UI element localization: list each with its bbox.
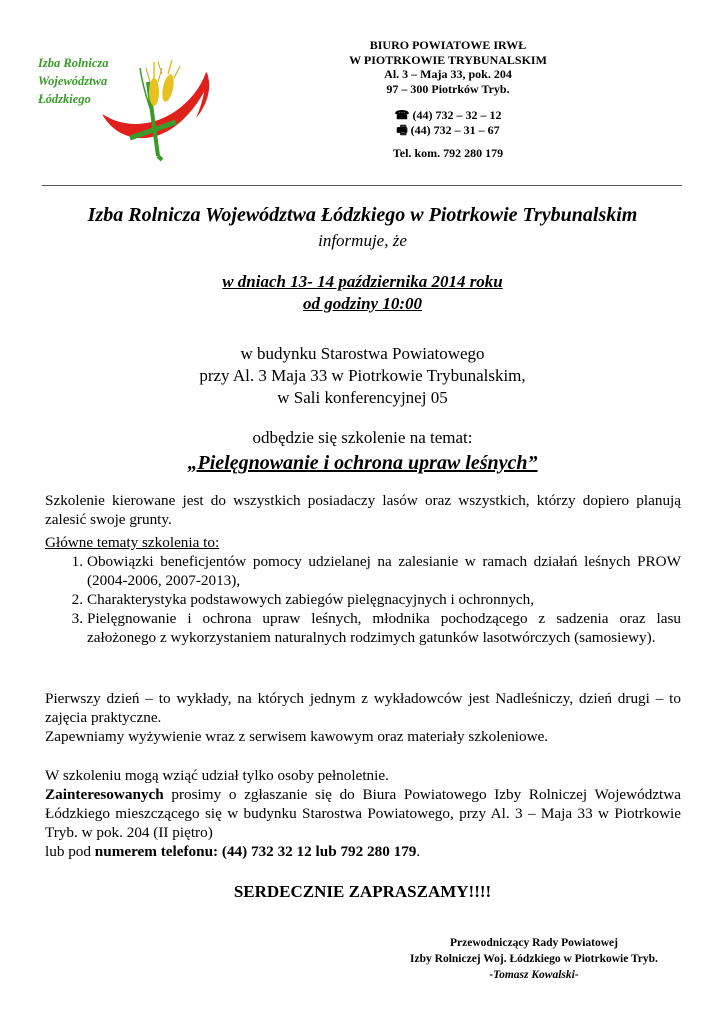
office-header [316,38,580,161]
list-item: 1. Obowiązki beneficjentów pomocy udzielanej na zalesianie w ramach działań leśnych PROW (2004-2006, 2007-2013), [71,553,681,589]
place-line-1: w budynku Starostwa Powiatowego [240,344,485,363]
logo-emblem-icon [100,52,215,162]
logo-line-2: Województwa [38,74,108,88]
program-line-1: Pierwszy dzień – to wykłady, na których jednym z wykładowców jest Nadleśniczy, dzień drugi – to zajęcia praktyczne. [45,690,681,726]
page-title: Izba Rolnicza Województwa Łódzkiego w Piotrkowie Trybunalskim [87,204,638,226]
signature-organization: Izby Rolniczej Woj. Łódzkiego w Piotrkowie Tryb. [410,953,658,965]
topics-header: Główne tematy szkolenia to: [45,534,220,551]
training-topic: „Pielęgnowanie i ochrona upraw leśnych” [187,452,538,474]
registration-paragraph [45,766,681,861]
program-paragraph [45,689,681,746]
invitation: SERDECZNIE ZAPRASZAMY!!!! [233,882,492,901]
eligibility-line: W szkoleniu mogą wziąć udział tylko osoby pełnoletnie. [45,767,389,784]
signature-title: Przewodniczący Rady Powiatowej [450,937,618,949]
signature-block [384,935,684,983]
registration-text: Zainteresowanych prosimy o zgłaszanie się do Biura Powiatowego Izby Rolniczej Województwa Łódzkiego mieszczącego się w budynku Starostwa Powiatowego, przy Al. 3 – Maja 33 w Piotrkowie Tryb. w pok. 204 (II piętro) [45,786,681,841]
phone-line: lub pod numerem telefonu: (44) 732 32 12 lub 792 280 179. [45,843,421,860]
list-item: 3. Pielęgnowanie i ochrona upraw leśnych, młodnika pochodzącego z sadzenia oraz lasu założonego z wykorzystaniem naturalnych rodzimych gatunków lasotwórczych (samosiewy). [71,610,681,646]
intro-paragraph: Szkolenie kierowane jest do wszystkich posiadaczy lasów oraz wszystkich, którzy dopiero planują zalesić swoje grunty. [45,492,681,528]
header-mobile: Tel. kom. 792 280 179 [392,146,504,160]
topics-list [45,533,681,647]
fax-icon: 🖷 [396,122,411,137]
time-line: od godziny 10:00 [303,294,422,313]
header-fax: 🖷 (44) 732 – 31 – 67 [396,122,500,137]
event-place [0,343,725,409]
place-line-3: w Sali konferencyjnej 05 [277,388,448,407]
header-divider [42,185,682,186]
list-item: 2. Charakterystyka podstawowych zabiegów pielęgnacyjnych i ochronnych, [71,591,535,608]
logo-line-1: Izba Rolnicza [38,56,109,70]
topic-intro: odbędzie się szkolenie na temat: [252,428,473,447]
subtitle: informuje, że [318,231,407,250]
program-line-2: Zapewniamy wyżywienie wraz z serwisem kawowym oraz materiały szkoleniowe. [45,728,549,745]
place-line-2: przy Al. 3 Maja 33 w Piotrkowie Trybunalskim, [199,366,526,385]
signature-name: -Tomasz Kowalski- [489,969,579,981]
header-phone: ☎ (44) 732 – 32 – 12 [394,108,502,122]
header-address: Al. 3 – Maja 33, pok. 204 [384,67,512,81]
logo-line-3: Łódzkiego [38,92,91,106]
header-line-2: W PIOTRKOWIE TRYBUNALSKIM [349,52,547,67]
header-city: 97 – 300 Piotrków Tryb. [386,81,510,96]
event-dates [0,271,725,315]
dates-line: w dniach 13- 14 października 2014 roku [222,272,503,291]
phone-icon: ☎ [394,108,413,122]
header-line-1: BIURO POWIATOWE IRWŁ [369,38,527,52]
